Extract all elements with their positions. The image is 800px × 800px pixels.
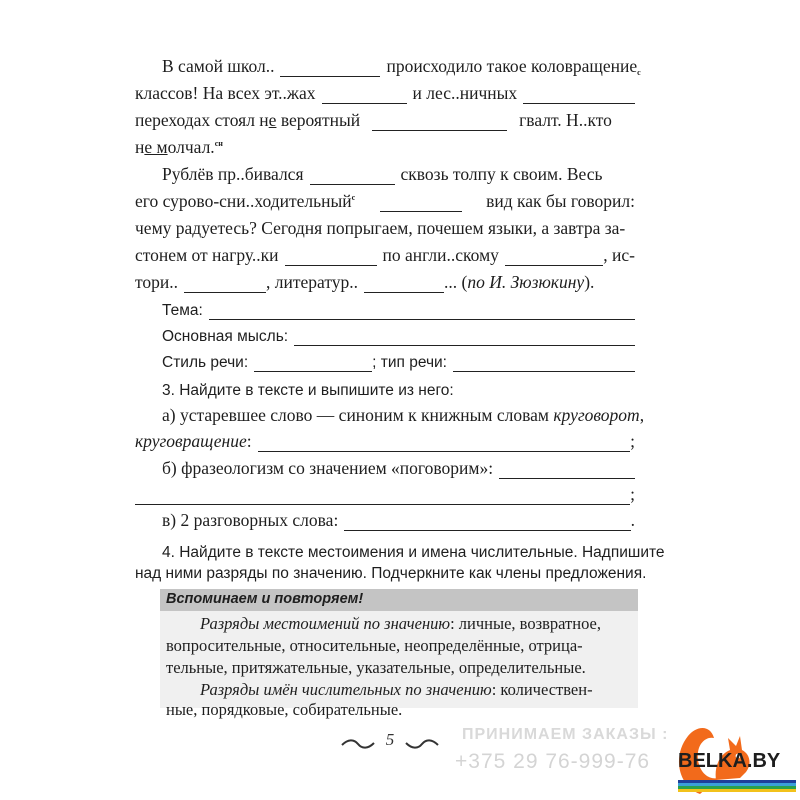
answer-blank[interactable] xyxy=(258,437,630,452)
answer-blank[interactable] xyxy=(310,170,395,185)
text-fragment: вопросительные, относительные, неопределённые, отрица- xyxy=(166,636,583,655)
right-ornament-icon xyxy=(404,737,440,751)
para1-line2 xyxy=(135,82,635,104)
text-fragment: чему радуетесь? Сегодня попрыгаем, почешем языки, а завтра за- xyxy=(135,218,626,238)
text-fragment: ; xyxy=(630,484,635,504)
answer-blank[interactable] xyxy=(505,251,603,266)
page-footer xyxy=(340,730,440,754)
left-ornament-icon xyxy=(340,737,376,751)
reminder-p1-line1 xyxy=(200,614,632,634)
type-input[interactable] xyxy=(453,357,635,372)
task3-c-line xyxy=(162,509,635,531)
answer-blank[interactable] xyxy=(135,490,630,505)
main-idea-field xyxy=(162,324,635,346)
type-label: ; тип речи: xyxy=(372,354,447,371)
task3-b-line2 xyxy=(135,483,635,505)
answer-blank[interactable] xyxy=(499,464,635,479)
page-number: 5 xyxy=(385,730,395,749)
main-idea-label: Основная мысль: xyxy=(162,328,289,345)
footnote-mark: с xyxy=(637,68,641,77)
text-fragment: классов! На всех эт..жах xyxy=(135,83,316,103)
main-idea-input[interactable] xyxy=(294,331,635,346)
text-fragment: Разряды местоимений по значению: личные, возвратное, xyxy=(200,614,601,633)
answer-blank[interactable] xyxy=(322,89,407,104)
reminder-heading-bar xyxy=(160,589,638,611)
para2-line1 xyxy=(162,163,635,185)
reminder-box xyxy=(160,589,638,719)
text-fragment: ; xyxy=(630,431,635,451)
answer-blank[interactable] xyxy=(523,89,635,104)
answer-blank[interactable] xyxy=(280,62,380,77)
text-fragment: переходах стоял не вероятный xyxy=(135,110,361,130)
para2-line4 xyxy=(135,244,635,266)
text-fragment: вид как бы говорил: xyxy=(486,191,635,211)
text-fragment: стонем от нагру..ки xyxy=(135,245,279,265)
task-text: 4. Найдите в тексте местоимения и имена числительные. Надпишите xyxy=(162,544,665,561)
text-fragment: не молчал.$^{сн}$ xyxy=(135,137,223,157)
style-label: Стиль речи: xyxy=(162,354,249,371)
topic-input[interactable] xyxy=(209,305,635,320)
reminder-p1-line2 xyxy=(166,636,632,656)
text-fragment: , литератур.. xyxy=(266,272,359,292)
text-fragment: Разряды имён числительных по значению: количествен- xyxy=(200,680,593,699)
text-fragment: в) 2 разговорных слова: xyxy=(162,510,339,530)
promo-phone: +375 29 76-999-76 xyxy=(455,750,651,773)
brand-name[interactable]: BELKA.BY xyxy=(678,750,781,772)
para2-line5 xyxy=(135,271,635,293)
text-fragment: круговращение: xyxy=(135,431,252,451)
para1-line4 xyxy=(135,136,635,158)
reminder-heading: Вспоминаем и повторяем! xyxy=(166,591,364,607)
topic-label: Тема: xyxy=(162,302,203,319)
task4-line2 xyxy=(135,561,647,583)
text-fragment: тори.. xyxy=(135,272,179,292)
answer-blank[interactable] xyxy=(184,278,266,293)
text-fragment: а) устаревшее слово — синоним к книжным словам круговорот, xyxy=(162,405,645,425)
text-fragment: , ис- xyxy=(603,245,635,265)
style-type-field xyxy=(162,350,635,372)
task3-a-line2 xyxy=(135,430,635,452)
task4-line1 xyxy=(162,540,665,562)
text-fragment: гвалт. Н..кто xyxy=(519,110,612,130)
text-fragment: его сурово-сни..ходительный$^с$ xyxy=(135,191,356,211)
topic-field xyxy=(162,298,635,320)
reminder-p2-line2 xyxy=(166,700,632,720)
reminder-p2-line1 xyxy=(200,680,632,700)
text-fragment: и лес..ничных xyxy=(412,83,518,103)
task3-title xyxy=(162,378,635,400)
para2-line3 xyxy=(135,217,635,239)
text-fragment: по англи..скому xyxy=(382,245,499,265)
answer-blank[interactable] xyxy=(364,278,444,293)
answer-blank[interactable] xyxy=(380,197,462,212)
answer-blank[interactable] xyxy=(372,116,507,131)
text-fragment: В самой школ.. xyxy=(162,56,275,76)
style-input[interactable] xyxy=(254,357,372,372)
para1-line1 xyxy=(162,55,641,77)
text-fragment: происходило такое коловращение xyxy=(386,56,638,76)
reminder-p1-line3 xyxy=(166,658,632,678)
text-fragment: . xyxy=(630,510,635,530)
text-fragment: б) фразеологизм со значением «поговорим»: xyxy=(162,458,494,478)
text-fragment: сквозь толпу к своим. Весь xyxy=(400,164,603,184)
answer-blank[interactable] xyxy=(344,516,630,531)
task-title: 3. Найдите в тексте и выпишите из него: xyxy=(162,382,454,399)
promo-order-text: ПРИНИМАЕМ ЗАКАЗЫ : xyxy=(462,726,669,743)
answer-blank[interactable] xyxy=(285,251,377,266)
task-text: над ними разряды по значению. Подчеркните как члены предложения. xyxy=(135,565,647,582)
text-fragment: ные, порядковые, собирательные. xyxy=(166,700,403,719)
task3-a-line1 xyxy=(162,404,645,426)
text-fragment: Рублёв пр..бивался xyxy=(162,164,304,184)
text-fragment: тельные, притяжательные, указательные, определительные. xyxy=(166,658,586,677)
author-credit: ... (по И. Зюзюкину). xyxy=(444,272,595,292)
para1-line3 xyxy=(135,109,635,131)
para2-line2 xyxy=(135,190,635,212)
task3-b-line1 xyxy=(162,457,635,479)
